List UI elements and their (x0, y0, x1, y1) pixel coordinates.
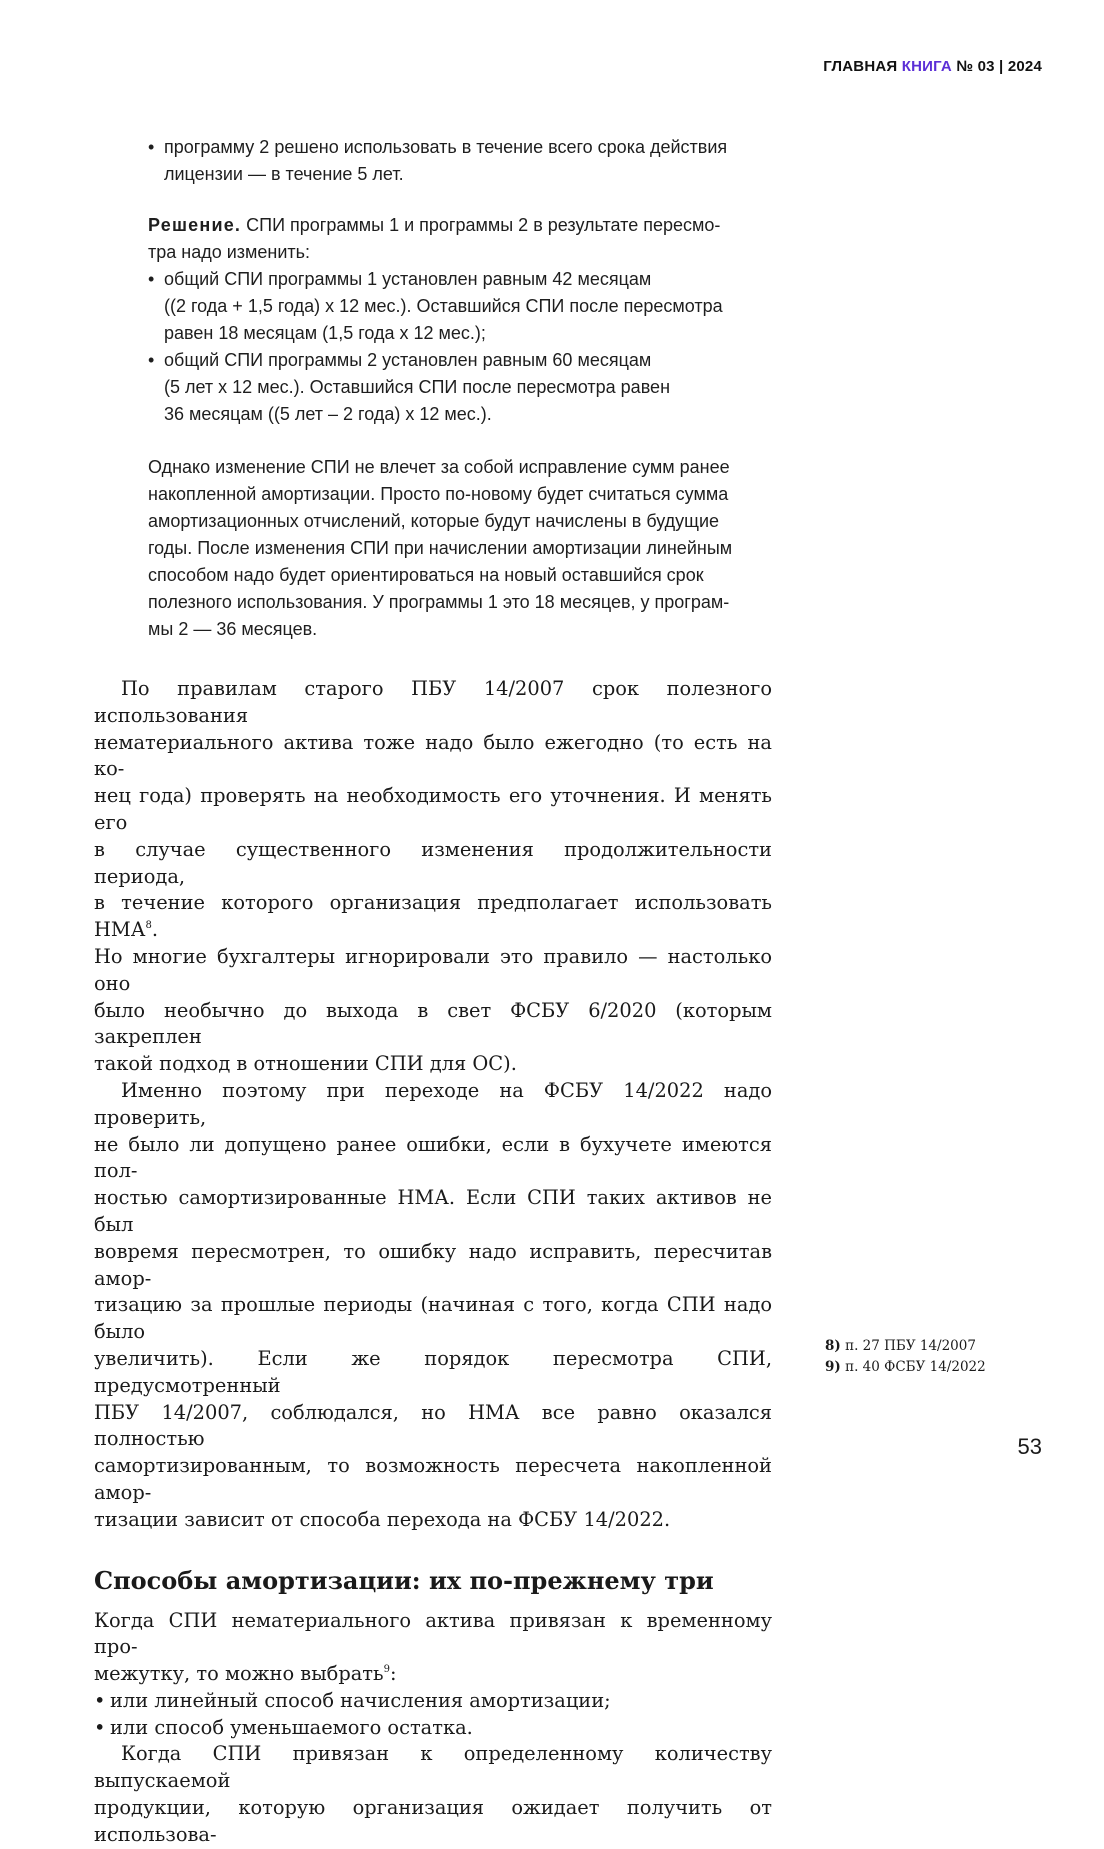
page-number: 53 (1017, 1434, 1042, 1459)
solution-bullet-1: • общий СПИ программы 1 установлен равным 42 месяцам ((2 года + 1,5 года) x 12 мес.). Оставшийся СПИ после пересмотра равен 18 месяцам (1,5 года x 12 мес.); (148, 266, 780, 347)
magazine-header (823, 58, 1042, 75)
paragraph-3: Когда СПИ нематериального актива привязан к временному про- межутку, то можно выбрать$^9$: (94, 1608, 772, 1686)
box-note: Однако изменение СПИ не влечет за собой исправление сумм ранее накопленной амортизации. Просто по-новому будет считаться сумма амортизационных отчислений, которые будут начислены в будущие годы. После изменения СПИ при начислении амортизации линейным способом надо будет ориентироваться на новый оставшийся срок полезного использования. У программы 1 это 18 месяцев, у програм- мы 2 — 36 месяцев. (148, 457, 733, 639)
method-bullet-2: • или способ уменьшаемого остатка. (94, 1715, 772, 1742)
paragraph-2: Именно поэтому при переходе на ФСБУ 14/2022 надо проверить, не было ли допущено ранее ошибки, если в бухучете имеются пол- ностью самортизированные НМА. Если СПИ таких активов не был вовремя пересмотрен, то ошибку надо исправить, пересчитав амор- тизацию за прошлые периоды (начиная с того, когда СПИ надо было увеличить). Если же порядок пересмотра СПИ, предусмотренный ПБУ 14/2007, соблюдался, но НМА все равно оказался полностью самортизированным, то возможность пересчета накопленной амор- тизации зависит от способа перехода на ФСБУ 14/2022. (94, 1078, 772, 1531)
footnote-8: 8) п. 27 ПБУ 14/2007 (825, 1338, 976, 1354)
intro-bullet: • программу 2 решено использовать в течение всего срока действия лицензии — в течение 5 лет. (148, 134, 780, 188)
footnote-ref-9[interactable]: 9 (383, 1664, 390, 1676)
brand-main: ГЛАВНАЯ (823, 58, 898, 75)
footnotes (825, 1336, 986, 1378)
solution-paragraph: Решение. СПИ программы 1 и программы 2 в результате пересмо- тра надо изменить: (148, 215, 721, 262)
method-bullet-1: • или линейный способ начисления амортизации; (94, 1688, 772, 1715)
footnote-9: 9) п. 40 ФСБУ 14/2022 (825, 1359, 986, 1375)
solution-label: Решение. (148, 215, 242, 235)
example-box (148, 134, 780, 643)
solution-bullet-2: • общий СПИ программы 2 установлен равным 60 месяцам (5 лет x 12 мес.). Оставшийся СПИ после пересмотра равен 36 месяцам ((5 лет – 2 года) x 12 мес.). (148, 347, 780, 428)
issue-number: № 03 | 2024 (956, 58, 1042, 75)
paragraph-4: Когда СПИ привязан к определенному количеству выпускаемой продукции, которую организация ожидает получить от использова- (94, 1742, 772, 1846)
footnote-ref-8[interactable]: 8 (145, 920, 152, 932)
section-heading: Способы амортизации: их по-прежнему три (94, 1565, 714, 1595)
paragraph-1: По правилам старого ПБУ 14/2007 срок полезного использования нематериального актива тоже надо было ежегодно (то есть на ко- нец года) проверять на необходимость его уточнения. И менять его в случае существенного изменения продолжительности периода, в течение которого организация предполагает использовать НМА$^8$. Но многие бухгалтеры игнорировали это правило — настолько оно было необычно до выхода в свет ФСБУ 6/2020 (которым закреплен такой подход в отношении СПИ для ОС). (94, 677, 772, 1076)
article-body (94, 676, 772, 1849)
brand-accent: КНИГА (901, 58, 952, 75)
